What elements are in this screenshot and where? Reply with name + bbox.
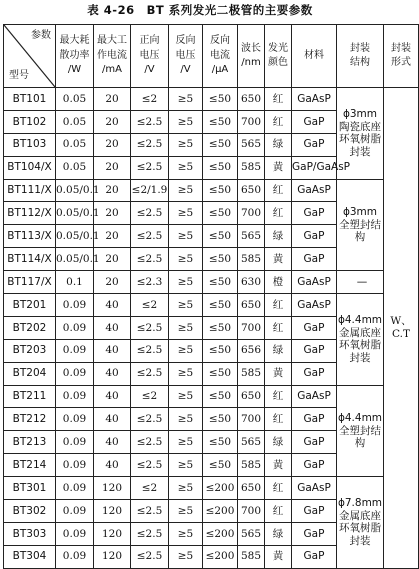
package-structure-line: 封装 bbox=[349, 351, 371, 364]
power-cell: 0.05 bbox=[56, 110, 94, 133]
wavelength-cell: 565 bbox=[238, 133, 265, 156]
color-cell: 红 bbox=[265, 477, 292, 500]
reverse-current-cell: ≤200 bbox=[203, 500, 238, 523]
model-cell: BT301 bbox=[4, 477, 56, 500]
reverse-current-cell: ≤200 bbox=[203, 545, 238, 568]
power-cell: 0.05/0.1 bbox=[56, 248, 94, 271]
package-structure-line: 环氧树脂 bbox=[339, 522, 381, 535]
header-reverse-voltage: 反向 电压 /V bbox=[169, 25, 203, 88]
reverse-voltage-cell: ≥5 bbox=[169, 477, 203, 500]
power-cell: 0.09 bbox=[56, 408, 94, 431]
package-structure-line: 构 bbox=[354, 231, 366, 244]
current-cell: 20 bbox=[94, 271, 131, 294]
material-cell: GaAsP bbox=[292, 179, 337, 202]
wavelength-cell: 585 bbox=[238, 454, 265, 477]
power-cell: 0.09 bbox=[56, 431, 94, 454]
wavelength-cell: 585 bbox=[238, 248, 265, 271]
header-wavelength: 波长 /nm bbox=[238, 25, 265, 88]
model-cell: BT101 bbox=[4, 88, 56, 111]
wavelength-cell: 650 bbox=[238, 477, 265, 500]
package-structure-line: 封装 bbox=[349, 535, 371, 548]
wavelength-cell: 650 bbox=[238, 294, 265, 317]
wavelength-cell: 565 bbox=[238, 225, 265, 248]
reverse-current-cell: ≤50 bbox=[203, 385, 238, 408]
power-cell: 0.09 bbox=[56, 385, 94, 408]
table-row bbox=[4, 385, 419, 408]
package-structure-line: 金属底座 bbox=[339, 509, 381, 522]
reverse-voltage-cell: ≥5 bbox=[169, 500, 203, 523]
reverse-current-cell: ≤50 bbox=[203, 179, 238, 202]
model-cell: BT203 bbox=[4, 339, 56, 362]
header-power: 最大耗 散功率 /W bbox=[56, 25, 94, 88]
package-structure-cell bbox=[337, 385, 384, 477]
model-cell: BT212 bbox=[4, 408, 56, 431]
reverse-voltage-cell: ≥5 bbox=[169, 385, 203, 408]
current-cell: 40 bbox=[94, 316, 131, 339]
header-forward-voltage: 正向 电压 /V bbox=[131, 25, 169, 88]
reverse-voltage-cell: ≥5 bbox=[169, 110, 203, 133]
power-cell: 0.05 bbox=[56, 88, 94, 111]
material-cell: GaP/GaAsP bbox=[292, 156, 337, 179]
model-cell: BT204 bbox=[4, 362, 56, 385]
model-cell: BT213 bbox=[4, 431, 56, 454]
header-param-label: 参数 bbox=[31, 30, 51, 41]
model-cell: BT113/X bbox=[4, 225, 56, 248]
forward-voltage-cell: ≤2.5 bbox=[131, 454, 169, 477]
material-cell: GaAsP bbox=[292, 477, 337, 500]
current-cell: 40 bbox=[94, 408, 131, 431]
reverse-current-cell: ≤50 bbox=[203, 156, 238, 179]
power-cell: 0.1 bbox=[56, 271, 94, 294]
current-cell: 120 bbox=[94, 545, 131, 568]
wavelength-cell: 656 bbox=[238, 339, 265, 362]
reverse-current-cell: ≤50 bbox=[203, 110, 238, 133]
forward-voltage-cell: ≤2.5 bbox=[131, 248, 169, 271]
reverse-voltage-cell: ≥5 bbox=[169, 408, 203, 431]
current-cell: 40 bbox=[94, 362, 131, 385]
power-cell: 0.05/0.1 bbox=[56, 225, 94, 248]
color-cell: 红 bbox=[265, 316, 292, 339]
wavelength-cell: 700 bbox=[238, 110, 265, 133]
wavelength-cell: 565 bbox=[238, 522, 265, 545]
reverse-voltage-cell: ≥5 bbox=[169, 339, 203, 362]
power-cell: 0.09 bbox=[56, 316, 94, 339]
power-cell: 0.09 bbox=[56, 362, 94, 385]
model-cell: BT114/X bbox=[4, 248, 56, 271]
reverse-current-cell: ≤50 bbox=[203, 431, 238, 454]
reverse-current-cell: ≤50 bbox=[203, 454, 238, 477]
header-package-form: 封装 形式 bbox=[384, 25, 419, 88]
package-structure-cell bbox=[337, 271, 384, 294]
color-cell: 绿 bbox=[265, 522, 292, 545]
wavelength-cell: 700 bbox=[238, 202, 265, 225]
material-cell: GaP bbox=[292, 522, 337, 545]
current-cell: 40 bbox=[94, 431, 131, 454]
package-structure-line: 金属底座 bbox=[339, 326, 381, 339]
model-cell: BT104/X bbox=[4, 156, 56, 179]
color-cell: 红 bbox=[265, 385, 292, 408]
model-cell: BT304 bbox=[4, 545, 56, 568]
package-structure-line: 封装 bbox=[349, 145, 371, 158]
current-cell: 20 bbox=[94, 202, 131, 225]
wavelength-cell: 700 bbox=[238, 408, 265, 431]
current-cell: 40 bbox=[94, 294, 131, 317]
reverse-current-cell: ≤50 bbox=[203, 225, 238, 248]
reverse-voltage-cell: ≥5 bbox=[169, 202, 203, 225]
table-row bbox=[4, 477, 419, 500]
wavelength-cell: 650 bbox=[238, 179, 265, 202]
color-cell: 橙 bbox=[265, 271, 292, 294]
reverse-current-cell: ≤50 bbox=[203, 248, 238, 271]
reverse-voltage-cell: ≥5 bbox=[169, 431, 203, 454]
header-reverse-current: 反向 电流 /μA bbox=[203, 25, 238, 88]
material-cell: GaAsP bbox=[292, 271, 337, 294]
current-cell: 20 bbox=[94, 110, 131, 133]
table-row bbox=[4, 271, 419, 294]
header-color: 发光 颜色 bbox=[265, 25, 292, 88]
package-structure-cell bbox=[337, 294, 384, 386]
forward-voltage-cell: ≤2 bbox=[131, 385, 169, 408]
forward-voltage-cell: ≤2.5 bbox=[131, 202, 169, 225]
wavelength-cell: 700 bbox=[238, 500, 265, 523]
reverse-voltage-cell: ≥5 bbox=[169, 133, 203, 156]
table-row bbox=[4, 88, 419, 111]
reverse-current-cell: ≤50 bbox=[203, 408, 238, 431]
material-cell: GaP bbox=[292, 408, 337, 431]
reverse-current-cell: ≤50 bbox=[203, 88, 238, 111]
current-cell: 120 bbox=[94, 522, 131, 545]
power-cell: 0.09 bbox=[56, 294, 94, 317]
package-structure-line: 陶瓷底座 bbox=[339, 120, 381, 133]
material-cell: GaAsP bbox=[292, 294, 337, 317]
color-cell: 黄 bbox=[265, 454, 292, 477]
model-cell: BT303 bbox=[4, 522, 56, 545]
package-structure-line: — bbox=[356, 275, 368, 288]
material-cell: GaP bbox=[292, 202, 337, 225]
forward-voltage-cell: ≤2.5 bbox=[131, 500, 169, 523]
color-cell: 黄 bbox=[265, 248, 292, 271]
material-cell: GaP bbox=[292, 133, 337, 156]
reverse-voltage-cell: ≥5 bbox=[169, 156, 203, 179]
package-form-cell: W、 C.T bbox=[384, 88, 419, 569]
reverse-voltage-cell: ≥5 bbox=[169, 248, 203, 271]
spec-table bbox=[3, 24, 419, 569]
reverse-current-cell: ≤50 bbox=[203, 339, 238, 362]
power-cell: 0.09 bbox=[56, 339, 94, 362]
forward-voltage-cell: ≤2 bbox=[131, 477, 169, 500]
package-structure-cell bbox=[337, 179, 384, 271]
model-cell: BT102 bbox=[4, 110, 56, 133]
material-cell: GaP bbox=[292, 545, 337, 568]
reverse-current-cell: ≤50 bbox=[203, 133, 238, 156]
reverse-current-cell: ≤50 bbox=[203, 271, 238, 294]
forward-voltage-cell: ≤2 bbox=[131, 294, 169, 317]
forward-voltage-cell: ≤2.5 bbox=[131, 545, 169, 568]
reverse-voltage-cell: ≥5 bbox=[169, 271, 203, 294]
reverse-current-cell: ≤50 bbox=[203, 362, 238, 385]
color-cell: 绿 bbox=[265, 339, 292, 362]
material-cell: GaP bbox=[292, 316, 337, 339]
header-param-model bbox=[4, 25, 56, 88]
package-structure-line: 全塑封结 bbox=[339, 218, 381, 231]
color-cell: 红 bbox=[265, 88, 292, 111]
model-cell: BT302 bbox=[4, 500, 56, 523]
current-cell: 20 bbox=[94, 225, 131, 248]
material-cell: GaP bbox=[292, 431, 337, 454]
forward-voltage-cell: ≤2.5 bbox=[131, 156, 169, 179]
current-cell: 20 bbox=[94, 133, 131, 156]
header-current: 最大工 作电流 /mA bbox=[94, 25, 131, 88]
forward-voltage-cell: ≤2.5 bbox=[131, 522, 169, 545]
color-cell: 绿 bbox=[265, 431, 292, 454]
package-structure-line: ϕ4.4mm bbox=[337, 411, 383, 424]
color-cell: 黄 bbox=[265, 362, 292, 385]
reverse-voltage-cell: ≥5 bbox=[169, 522, 203, 545]
power-cell: 0.09 bbox=[56, 454, 94, 477]
package-structure-line: 环氧树脂 bbox=[339, 339, 381, 352]
header-package-structure: 封装 结构 bbox=[337, 25, 384, 88]
header-material: 材料 bbox=[292, 25, 337, 88]
power-cell: 0.05 bbox=[56, 133, 94, 156]
material-cell: GaP bbox=[292, 110, 337, 133]
forward-voltage-cell: ≤2.5 bbox=[131, 316, 169, 339]
current-cell: 40 bbox=[94, 385, 131, 408]
wavelength-cell: 585 bbox=[238, 545, 265, 568]
forward-voltage-cell: ≤2.5 bbox=[131, 339, 169, 362]
power-cell: 0.09 bbox=[56, 500, 94, 523]
model-cell: BT201 bbox=[4, 294, 56, 317]
color-cell: 红 bbox=[265, 202, 292, 225]
forward-voltage-cell: ≤2/1.9 bbox=[131, 179, 169, 202]
material-cell: GaAsP bbox=[292, 88, 337, 111]
package-structure-line: ϕ4.4mm bbox=[337, 314, 383, 327]
color-cell: 红 bbox=[265, 294, 292, 317]
material-cell: GaAsP bbox=[292, 385, 337, 408]
wavelength-cell: 630 bbox=[238, 271, 265, 294]
model-cell: BT211 bbox=[4, 385, 56, 408]
reverse-current-cell: ≤50 bbox=[203, 202, 238, 225]
table-title: 表 4-26 BT 系列发光二极管的主要参数 bbox=[87, 3, 313, 17]
current-cell: 120 bbox=[94, 500, 131, 523]
reverse-current-cell: ≤50 bbox=[203, 294, 238, 317]
material-cell: GaP bbox=[292, 225, 337, 248]
power-cell: 0.05/0.1 bbox=[56, 202, 94, 225]
color-cell: 黄 bbox=[265, 545, 292, 568]
wavelength-cell: 650 bbox=[238, 88, 265, 111]
color-cell: 绿 bbox=[265, 225, 292, 248]
current-cell: 20 bbox=[94, 156, 131, 179]
reverse-voltage-cell: ≥5 bbox=[169, 225, 203, 248]
package-structure-line: ϕ3mm bbox=[342, 108, 378, 121]
forward-voltage-cell: ≤2.5 bbox=[131, 408, 169, 431]
wavelength-cell: 585 bbox=[238, 156, 265, 179]
reverse-voltage-cell: ≥5 bbox=[169, 179, 203, 202]
table-row bbox=[4, 179, 419, 202]
reverse-voltage-cell: ≥5 bbox=[169, 454, 203, 477]
model-cell: BT214 bbox=[4, 454, 56, 477]
wavelength-cell: 650 bbox=[238, 385, 265, 408]
material-cell: GaP bbox=[292, 362, 337, 385]
current-cell: 20 bbox=[94, 88, 131, 111]
forward-voltage-cell: ≤2.5 bbox=[131, 133, 169, 156]
header-model-label: 型号 bbox=[9, 69, 29, 81]
model-cell: BT202 bbox=[4, 316, 56, 339]
current-cell: 40 bbox=[94, 339, 131, 362]
model-cell: BT112/X bbox=[4, 202, 56, 225]
forward-voltage-cell: ≤2.5 bbox=[131, 225, 169, 248]
model-cell: BT117/X bbox=[4, 271, 56, 294]
forward-voltage-cell: ≤2.5 bbox=[131, 362, 169, 385]
color-cell: 绿 bbox=[265, 133, 292, 156]
material-cell: GaP bbox=[292, 248, 337, 271]
wavelength-cell: 565 bbox=[238, 431, 265, 454]
material-cell: GaP bbox=[292, 339, 337, 362]
color-cell: 红 bbox=[265, 179, 292, 202]
forward-voltage-cell: ≤2.5 bbox=[131, 110, 169, 133]
package-structure-line: ϕ3mm bbox=[342, 205, 378, 218]
table-row bbox=[4, 294, 419, 317]
package-structure-line: 全塑封结构 bbox=[339, 424, 381, 450]
reverse-current-cell: ≤50 bbox=[203, 316, 238, 339]
power-cell: 0.05/0.1 bbox=[56, 179, 94, 202]
reverse-current-cell: ≤200 bbox=[203, 522, 238, 545]
material-cell: GaP bbox=[292, 500, 337, 523]
color-cell: 红 bbox=[265, 408, 292, 431]
power-cell: 0.09 bbox=[56, 477, 94, 500]
reverse-voltage-cell: ≥5 bbox=[169, 294, 203, 317]
reverse-voltage-cell: ≥5 bbox=[169, 88, 203, 111]
table-body bbox=[4, 88, 419, 569]
color-cell: 红 bbox=[265, 500, 292, 523]
wavelength-cell: 585 bbox=[238, 362, 265, 385]
color-cell: 黄 bbox=[265, 156, 292, 179]
current-cell: 20 bbox=[94, 179, 131, 202]
forward-voltage-cell: ≤2.5 bbox=[131, 431, 169, 454]
power-cell: 0.09 bbox=[56, 522, 94, 545]
current-cell: 20 bbox=[94, 248, 131, 271]
current-cell: 120 bbox=[94, 477, 131, 500]
power-cell: 0.09 bbox=[56, 545, 94, 568]
power-cell: 0.05 bbox=[56, 156, 94, 179]
reverse-voltage-cell: ≥5 bbox=[169, 545, 203, 568]
package-structure-line: 环氧树脂 bbox=[339, 133, 381, 146]
package-structure-line: ϕ7.8mm bbox=[337, 497, 383, 510]
material-cell: GaP bbox=[292, 454, 337, 477]
model-cell: BT103 bbox=[4, 133, 56, 156]
reverse-current-cell: ≤200 bbox=[203, 477, 238, 500]
model-cell: BT111/X bbox=[4, 179, 56, 202]
reverse-voltage-cell: ≥5 bbox=[169, 362, 203, 385]
color-cell: 红 bbox=[265, 110, 292, 133]
package-structure-cell bbox=[337, 477, 384, 569]
forward-voltage-cell: ≤2 bbox=[131, 88, 169, 111]
reverse-voltage-cell: ≥5 bbox=[169, 316, 203, 339]
current-cell: 40 bbox=[94, 454, 131, 477]
wavelength-cell: 700 bbox=[238, 316, 265, 339]
forward-voltage-cell: ≤2.3 bbox=[131, 271, 169, 294]
